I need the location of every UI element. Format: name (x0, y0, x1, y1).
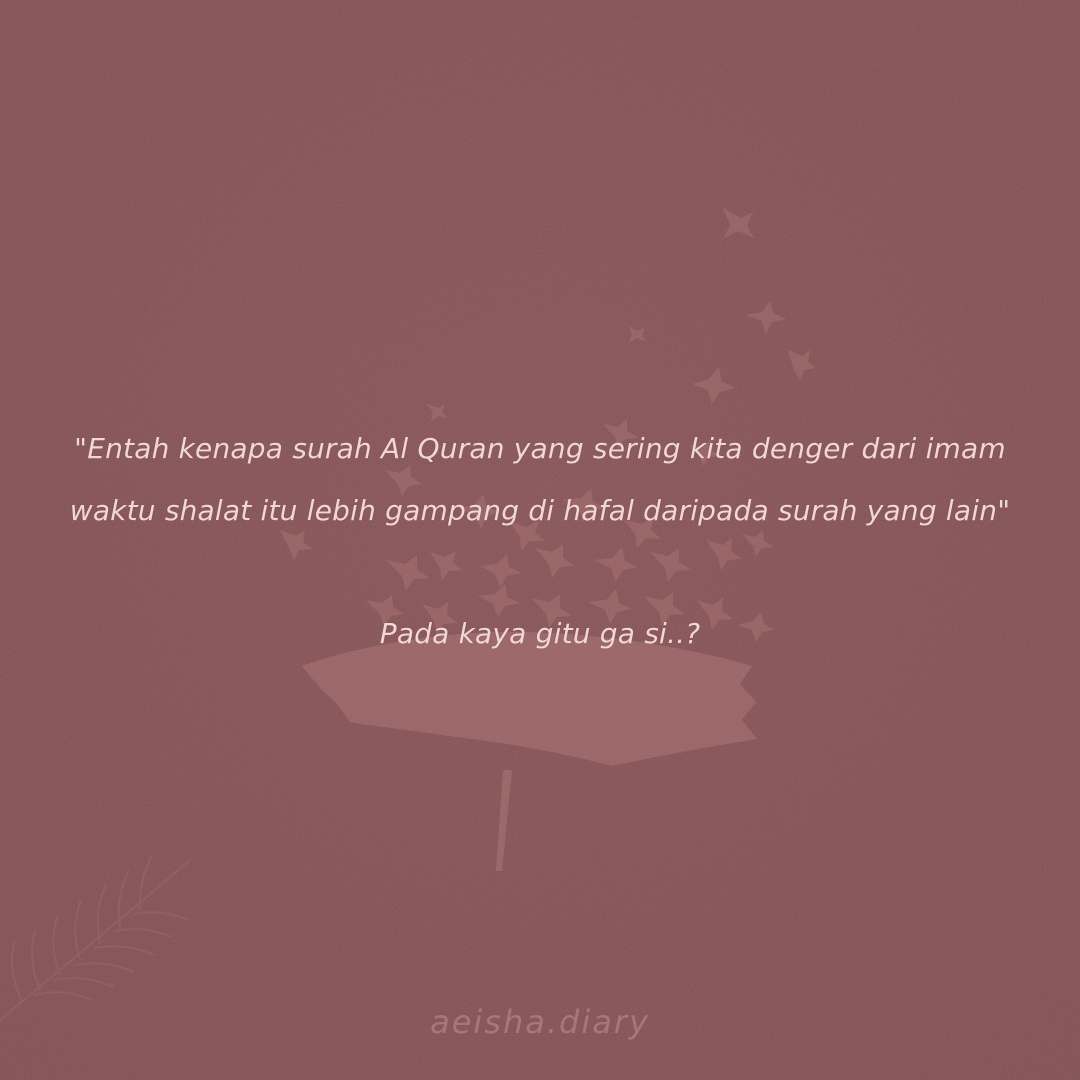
quote-line-2: waktu shalat itu lebih gampang di hafal daripada surah yang lain" (69, 494, 1011, 527)
birds-icon (280, 208, 816, 642)
umbrella-icon (302, 632, 757, 871)
quote-question: Pada kaya gitu ga si..? (379, 617, 701, 650)
signature-watermark: aeisha.diary (430, 1003, 650, 1041)
fern-icon (0, 856, 190, 1020)
quote-line-1: "Entah kenapa surah Al Quran yang sering kita denger dari imam (74, 432, 1006, 465)
